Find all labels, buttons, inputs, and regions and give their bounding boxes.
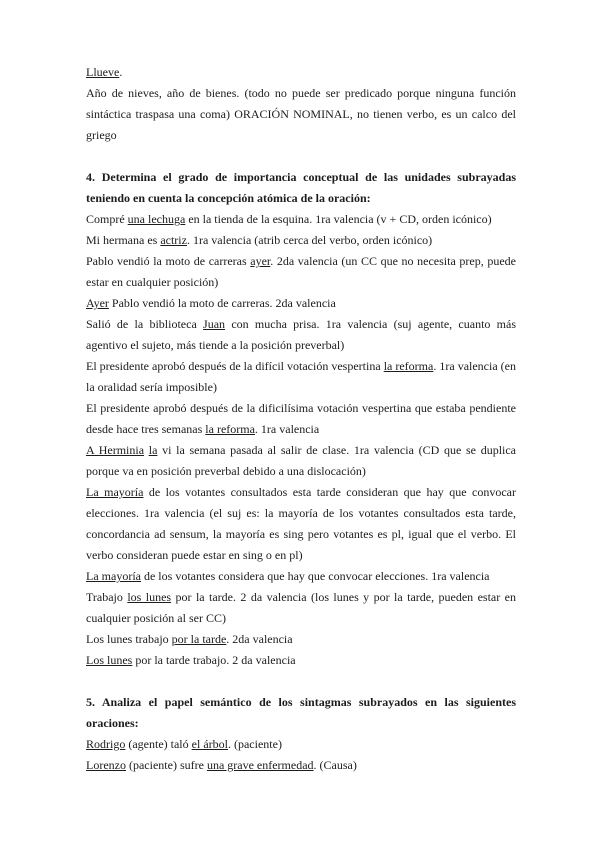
text-run: en la tienda de la esquina. 1ra valencia (v + CD, orden icónico) <box>185 212 492 226</box>
underlined-phrase: La mayoría <box>86 485 144 499</box>
paragraph <box>86 314 516 356</box>
underlined-phrase: Los lunes <box>86 653 133 667</box>
underlined-phrase: La mayoría <box>86 569 141 583</box>
paragraph <box>86 755 516 776</box>
underlined-phrase: por la tarde <box>171 632 227 646</box>
paragraph <box>86 734 516 755</box>
text-run: El presidente aprobó después de la dificilísima votación vespertina que estaba pendiente desde hace tres semanas <box>86 401 516 436</box>
paragraph <box>86 356 516 398</box>
paragraph <box>86 209 516 230</box>
underlined-phrase: Llueve <box>86 65 120 79</box>
section-heading <box>86 692 516 734</box>
underlined-phrase: Rodrigo <box>86 737 126 751</box>
text-run: . 2da valencia <box>226 632 293 646</box>
paragraph <box>86 62 516 83</box>
text-run: 5. Analiza el papel semántico de los sintagmas subrayados en las siguientes oraciones: <box>86 695 516 730</box>
underlined-phrase: la reforma <box>205 422 255 436</box>
text-run: Los lunes trabajo <box>86 632 172 646</box>
text-run: Pablo vendió la moto de carreras <box>86 254 251 268</box>
text-run: con mucha prisa. 1ra valencia (suj agente, cuanto más agentivo el sujeto, más tiende a la posición preverbal) <box>86 317 517 352</box>
text-run: de los votantes considera que hay que convocar elecciones. 1ra valencia <box>140 569 490 583</box>
underlined-phrase: una grave enfermedad <box>206 758 314 772</box>
paragraph <box>86 440 516 482</box>
underlined-phrase: los lunes <box>127 590 172 604</box>
text-run: Salió de la biblioteca <box>86 317 204 331</box>
paragraph <box>86 566 516 587</box>
text-run: El presidente aprobó después de la difícil votación vespertina <box>86 359 384 373</box>
paragraph <box>86 251 516 293</box>
text-run: . 1ra valencia <box>254 422 320 436</box>
text-run: Año de nieves, año de bienes. (todo no puede ser predicado porque ninguna función sintáctica traspasa una coma) ORACIÓN NOMINAL, no tienen verbo, es un calco del griego <box>86 86 516 142</box>
document-page <box>86 62 516 776</box>
paragraph <box>86 83 516 146</box>
paragraph <box>86 293 516 314</box>
text-run: Compré <box>86 212 128 226</box>
text-run: . <box>119 65 123 79</box>
underlined-phrase: el árbol <box>191 737 228 751</box>
text-run: . 1ra valencia (atrib cerca del verbo, orden icónico) <box>186 233 433 247</box>
text-run: de los votantes consultados esta tarde consideran que hay que convocar elecciones. 1ra valencia (el suj es: la mayoría de los votantes consultados esta tarde, concordancia ad sensum, la mayoría es sing pero votantes es pl, igual que el verbo. El verbo consideran puede estar en sing o en pl) <box>86 485 516 562</box>
underlined-phrase: Lorenzo <box>86 758 126 772</box>
underlined-phrase: la <box>148 443 158 457</box>
text-run: . 2da valencia (un CC que no necesita prep, puede estar en cualquier posición) <box>86 254 516 289</box>
underlined-phrase: una lechuga <box>127 212 186 226</box>
underlined-phrase: Juan <box>203 317 226 331</box>
paragraph <box>86 398 516 440</box>
text-run: por la tarde. 2 da valencia (los lunes y por la tarde, pueden estar en cualquier posición al ser CC) <box>86 590 517 625</box>
underlined-phrase: A Herminia <box>86 443 145 457</box>
paragraph-spacer <box>86 671 516 692</box>
text-run: 4. Determina el grado de importancia conceptual de las unidades subrayadas teniendo en cuenta la concepción atómica de la oración: <box>86 170 516 205</box>
paragraph <box>86 230 516 251</box>
text-run: Pablo vendió la moto de carreras. 2da valencia <box>108 296 336 310</box>
text-run: Mi hermana es <box>86 233 161 247</box>
underlined-phrase: actriz <box>160 233 187 247</box>
text-run: . (paciente) <box>227 737 282 751</box>
text-run: por la tarde trabajo. 2 da valencia <box>132 653 296 667</box>
text-run: . (Causa) <box>313 758 357 772</box>
underlined-phrase: la reforma <box>383 359 434 373</box>
text-run: . 1ra valencia (en la oralidad sería imposible) <box>86 359 516 394</box>
paragraph <box>86 482 516 566</box>
paragraph <box>86 587 516 629</box>
text-run: Trabajo <box>86 590 128 604</box>
underlined-phrase: ayer <box>250 254 271 268</box>
text-run: vi la semana pasada al salir de clase. 1ra valencia (CD que se duplica porque va en posición preverbal debido a una dislocación) <box>86 443 517 478</box>
paragraph-spacer <box>86 146 516 167</box>
paragraph <box>86 650 516 671</box>
section-heading <box>86 167 516 209</box>
paragraph <box>86 629 516 650</box>
text-run: (paciente) sufre <box>125 758 207 772</box>
underlined-phrase: Ayer <box>86 296 109 310</box>
text-run: (agente) taló <box>125 737 192 751</box>
